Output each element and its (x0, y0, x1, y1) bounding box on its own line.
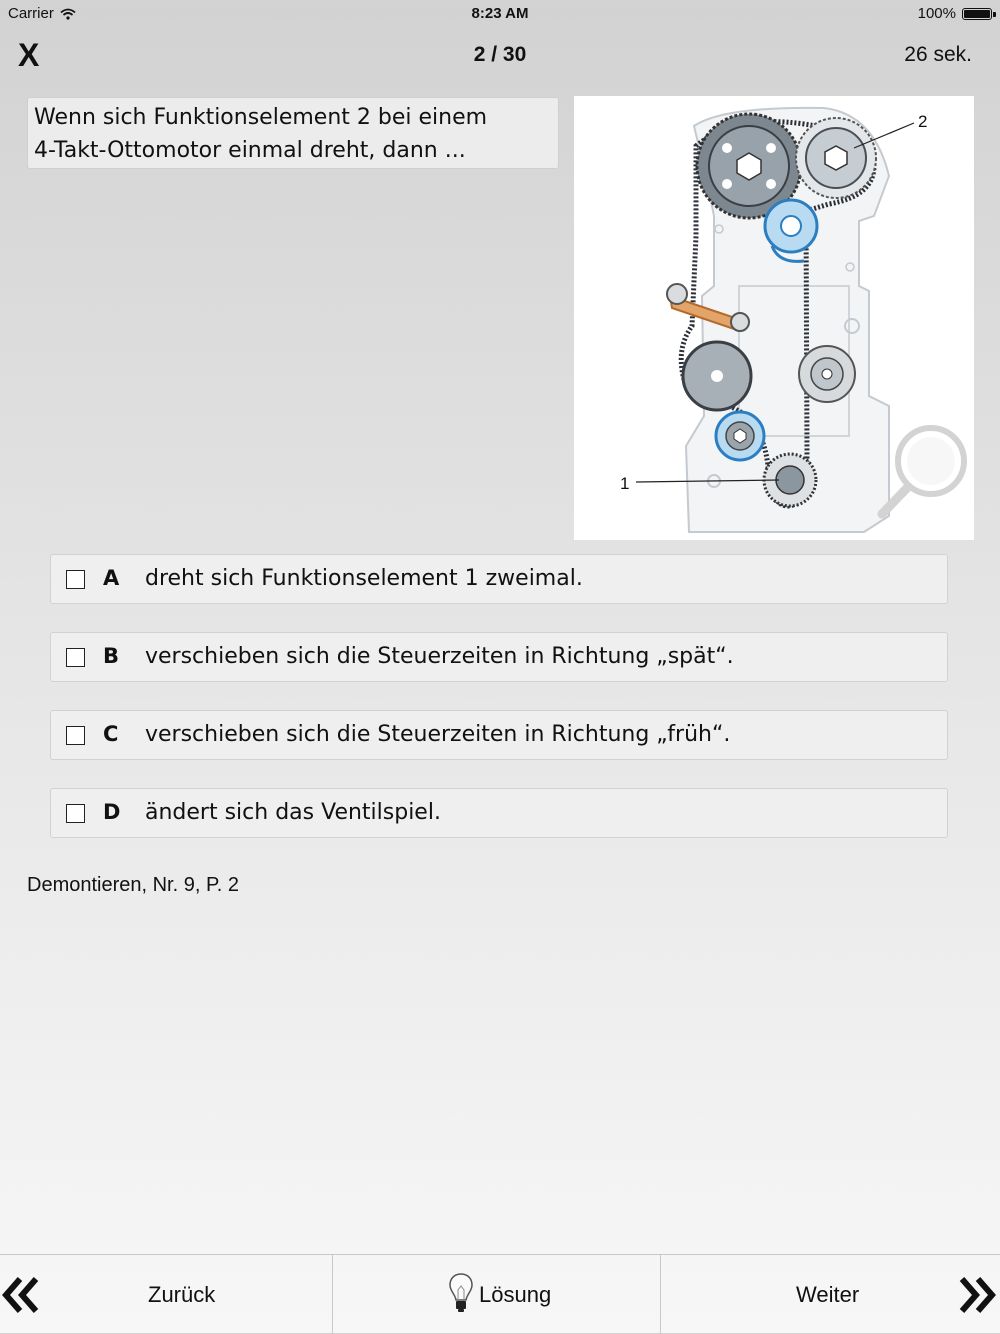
answer-b-text: verschieben sich die Steuerzeiten in Richtung „spät“. (145, 644, 734, 669)
battery-percent: 100% (917, 5, 956, 22)
answer-option-b[interactable] (50, 632, 948, 682)
answer-c-text: verschieben sich die Steuerzeiten in Richtung „früh“. (145, 722, 731, 747)
solution-button[interactable] (333, 1255, 661, 1334)
battery-icon (962, 8, 992, 20)
diagram-label-1: 1 (620, 474, 630, 493)
answer-option-d[interactable] (50, 788, 948, 838)
bottom-toolbar (0, 1254, 1000, 1334)
close-button[interactable]: X (18, 37, 40, 73)
answer-a-text: dreht sich Funktionselement 1 zweimal. (145, 566, 583, 591)
diagram-label-2: 2 (918, 112, 928, 131)
magnifier-icon[interactable] (882, 428, 964, 514)
answer-d-letter: D (103, 800, 121, 824)
engine-timing-diagram[interactable] (574, 96, 974, 540)
next-label: Weiter (796, 1282, 860, 1307)
back-label: Zurück (148, 1282, 216, 1307)
question-source: Demontieren, Nr. 9, P. 2 (27, 874, 239, 896)
question-text: Wenn sich Funktionselement 2 bei einem 4-Takt-Ottomotor einmal dreht, dann ... (27, 97, 559, 169)
answer-d-text: ändert sich das Ventilspiel. (145, 800, 441, 825)
answer-option-c[interactable] (50, 710, 948, 760)
answer-b-letter: B (103, 644, 120, 668)
status-time: 8:23 AM (471, 5, 529, 22)
double-chevron-right-icon (956, 1275, 998, 1315)
answer-b-checkbox[interactable] (66, 648, 85, 667)
back-button[interactable] (0, 1255, 333, 1334)
lightbulb-icon (448, 1272, 474, 1314)
solution-label: Lösung (479, 1282, 552, 1307)
battery-status (918, 5, 992, 22)
answer-a-letter: A (103, 566, 120, 590)
question-counter: 2 / 30 (473, 43, 527, 66)
double-chevron-left-icon (0, 1275, 42, 1315)
timer: 26 sek. (904, 43, 972, 66)
next-button[interactable] (661, 1255, 1000, 1334)
answer-c-checkbox[interactable] (66, 726, 85, 745)
answer-d-checkbox[interactable] (66, 804, 85, 823)
answer-option-a[interactable] (50, 554, 948, 604)
carrier-label: Carrier (8, 5, 54, 22)
answer-a-checkbox[interactable] (66, 570, 85, 589)
answer-c-letter: C (103, 722, 119, 746)
status-bar (0, 0, 1000, 28)
quiz-header (0, 30, 1000, 80)
